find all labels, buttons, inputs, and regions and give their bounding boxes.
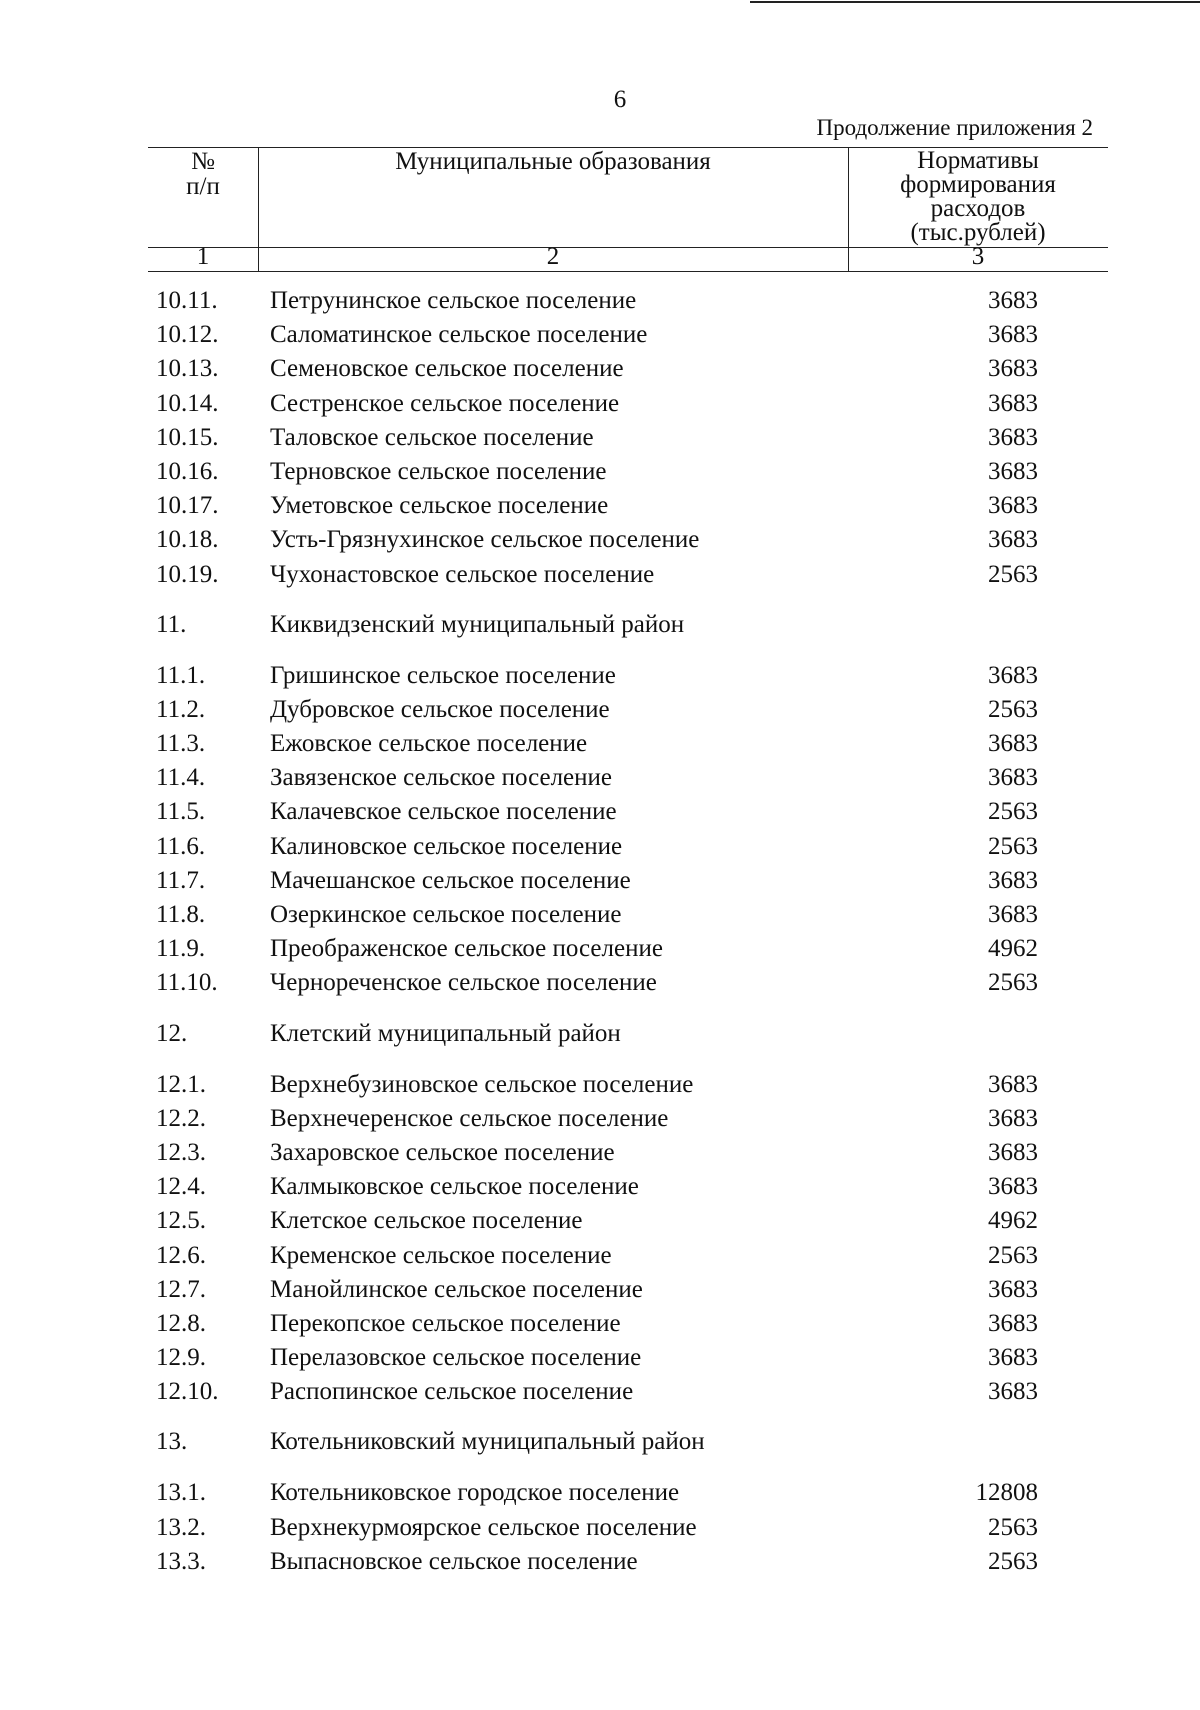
table-row <box>148 320 1108 354</box>
municipality-name: Калиновское сельское поселение <box>270 832 623 860</box>
norm-value: 4962 <box>988 1207 1038 1235</box>
row-number: 12.1. <box>156 1070 206 1098</box>
norm-value: 3683 <box>988 355 1038 383</box>
table-row <box>148 389 1108 423</box>
municipality-name: Уметовское сельское поселение <box>270 492 609 520</box>
municipality-name: Дубровское сельское поселение <box>270 695 610 723</box>
table-row <box>148 1070 1108 1104</box>
district-row <box>148 606 1108 661</box>
row-number: 11.2. <box>156 695 206 723</box>
municipality-name: Кременское сельское поселение <box>270 1241 612 1269</box>
row-number: 13.2. <box>156 1513 206 1541</box>
municipality-name: Захаровское сельское поселение <box>270 1138 615 1166</box>
table-row <box>148 1206 1108 1240</box>
row-number: 12.2. <box>156 1104 206 1132</box>
municipality-name: Семеновское сельское поселение <box>270 355 624 383</box>
table-row <box>148 560 1108 594</box>
norm-value: 3683 <box>988 1104 1038 1132</box>
appendix-continuation-label: Продолжение приложения 2 <box>816 115 1093 140</box>
table-row <box>148 1104 1108 1138</box>
municipality-name: Манойлинское сельское поселение <box>270 1275 643 1303</box>
row-number: 11.7. <box>156 866 206 894</box>
norm-value: 3683 <box>988 730 1038 758</box>
municipality-name: Распопинское сельское поселение <box>270 1378 634 1406</box>
table-row <box>148 763 1108 797</box>
row-number: 12.8. <box>156 1309 206 1337</box>
norm-value: 3683 <box>988 389 1038 417</box>
row-number: 12.9. <box>156 1344 206 1372</box>
norm-value: 3683 <box>988 321 1038 349</box>
norm-value: 3683 <box>988 1275 1038 1303</box>
municipality-name: Верхнечеренское сельское поселение <box>270 1104 669 1132</box>
row-number: 11.5. <box>156 798 206 826</box>
district-name: Котельниковский муниципальный район <box>270 1428 705 1456</box>
municipality-name: Перелазовское сельское поселение <box>270 1344 642 1372</box>
table-row <box>148 1172 1108 1206</box>
row-number: 11.8. <box>156 901 206 928</box>
row-number: 10.17. <box>156 492 219 520</box>
municipality-name: Выпасновское сельское поселение <box>270 1547 638 1575</box>
norm-value: 3683 <box>988 764 1038 792</box>
table-row <box>148 832 1108 866</box>
district-row <box>148 1015 1108 1070</box>
norm-value: 2563 <box>988 560 1038 588</box>
row-number: 11.9. <box>156 935 206 963</box>
norm-value: 3683 <box>988 866 1038 894</box>
table-row <box>148 491 1108 525</box>
table-row <box>148 729 1108 763</box>
table-row <box>148 695 1108 729</box>
norm-value: 3683 <box>988 1378 1038 1406</box>
row-number: 13. <box>156 1428 188 1456</box>
municipality-name: Преображенское сельское поселение <box>270 935 663 963</box>
row-number: 12.6. <box>156 1241 206 1269</box>
table-header <box>148 147 1108 273</box>
row-number: 12.7. <box>156 1275 206 1303</box>
municipality-name: Верхнекурмоярское сельское поселение <box>270 1513 697 1541</box>
municipality-name: Ежовское сельское поселение <box>270 730 588 758</box>
municipality-name: Петрунинское сельское поселение <box>270 287 637 314</box>
row-number: 10.12. <box>156 321 219 349</box>
norm-value: 2563 <box>988 695 1038 723</box>
row-number: 11.6. <box>156 832 206 860</box>
table-row <box>148 1513 1108 1547</box>
table-row <box>148 1547 1108 1581</box>
table-row <box>148 1138 1108 1172</box>
header-col-norms: Нормативы формирования расходов (тыс.рублей) <box>900 147 1056 246</box>
norm-value: 2563 <box>988 1241 1038 1269</box>
norm-value: 2563 <box>988 832 1038 860</box>
norm-value: 3683 <box>988 423 1038 451</box>
norm-value: 3683 <box>988 661 1038 689</box>
norm-value: 2563 <box>988 798 1038 826</box>
norm-value: 3683 <box>988 1344 1038 1372</box>
table-row <box>148 1343 1108 1377</box>
municipality-name: Калмыковское сельское поселение <box>270 1173 639 1201</box>
row-number: 13.3. <box>156 1547 206 1575</box>
row-number: 12.10. <box>156 1378 219 1406</box>
header-bottom-rule <box>148 271 1108 272</box>
norm-value: 3683 <box>988 1309 1038 1337</box>
row-number: 11. <box>156 610 187 638</box>
row-number: 12.4. <box>156 1173 206 1201</box>
row-number: 11.1. <box>156 661 206 689</box>
header-num-3: 3 <box>971 243 985 270</box>
municipality-name: Саломатинское сельское поселение <box>270 321 648 349</box>
table-row <box>148 1309 1108 1343</box>
table-row <box>148 968 1108 1002</box>
row-number: 10.11. <box>156 287 218 314</box>
norm-value: 2563 <box>988 1547 1038 1575</box>
header-col-number: № п/п <box>186 148 220 200</box>
municipality-name: Мачешанское сельское поселение <box>270 866 631 894</box>
table-row <box>148 423 1108 457</box>
row-number: 13.1. <box>156 1479 206 1507</box>
municipality-name: Верхнебузиновское сельское поселение <box>270 1070 694 1098</box>
municipality-name: Перекопское сельское поселение <box>270 1309 621 1337</box>
scan-edge-line <box>750 1 1200 3</box>
norm-value: 3683 <box>988 287 1038 314</box>
norm-value: 3683 <box>988 457 1038 485</box>
municipality-name: Сестренское сельское поселение <box>270 389 620 417</box>
table-row <box>148 286 1108 320</box>
norm-value: 3683 <box>988 1070 1038 1098</box>
norm-value: 3683 <box>988 901 1038 928</box>
table-row <box>148 1241 1108 1275</box>
district-name: Клетский муниципальный район <box>270 1019 621 1047</box>
municipality-name: Терновское сельское поселение <box>270 457 607 485</box>
municipality-name: Чернореченское сельское поселение <box>270 969 657 997</box>
header-col-municipality: Муниципальные образования <box>395 148 711 175</box>
row-number: 10.19. <box>156 560 219 588</box>
header-num-2: 2 <box>546 243 560 270</box>
district-row <box>148 1423 1108 1478</box>
district-name: Киквидзенский муниципальный район <box>270 610 685 638</box>
row-number: 12.3. <box>156 1138 206 1166</box>
table-row <box>148 934 1108 968</box>
municipality-name: Гришинское сельское поселение <box>270 661 616 689</box>
norm-value: 3683 <box>988 1173 1038 1201</box>
norm-value: 4962 <box>988 935 1038 963</box>
table-body <box>148 286 1108 1581</box>
table-row <box>148 354 1108 388</box>
norm-value: 2563 <box>988 969 1038 997</box>
table-row <box>148 525 1108 559</box>
norm-value: 3683 <box>988 526 1038 554</box>
municipality-name: Завязенское сельское поселение <box>270 764 612 792</box>
row-number: 10.16. <box>156 457 219 485</box>
row-number: 10.18. <box>156 526 219 554</box>
table-row <box>148 866 1108 900</box>
table-row <box>148 900 1108 934</box>
row-number: 10.14. <box>156 389 219 417</box>
table-row <box>148 797 1108 831</box>
row-number: 11.3. <box>156 730 206 758</box>
municipality-name: Таловское сельское поселение <box>270 423 594 451</box>
norm-value: 2563 <box>988 1513 1038 1541</box>
row-number: 12. <box>156 1019 188 1047</box>
municipality-name: Усть-Грязнухинское сельское поселение <box>270 526 700 554</box>
header-num-1: 1 <box>196 243 210 270</box>
row-number: 10.13. <box>156 355 219 383</box>
norm-value: 12808 <box>975 1479 1038 1507</box>
municipality-name: Калачевское сельское поселение <box>270 798 617 826</box>
page-number: 6 <box>613 86 627 113</box>
row-number: 12.5. <box>156 1207 206 1235</box>
municipality-name: Озеркинское сельское поселение <box>270 901 622 928</box>
table-row <box>148 457 1108 491</box>
norm-value: 3683 <box>988 492 1038 520</box>
municipality-name: Котельниковское городское поселение <box>270 1479 680 1507</box>
table-row <box>148 661 1108 695</box>
row-number: 11.10. <box>156 969 218 997</box>
table-row <box>148 1478 1108 1512</box>
table-row <box>148 1275 1108 1309</box>
norm-value: 3683 <box>988 1138 1038 1166</box>
municipality-name: Клетское сельское поселение <box>270 1207 583 1235</box>
row-number: 10.15. <box>156 423 219 451</box>
table-row <box>148 1377 1108 1411</box>
row-number: 11.4. <box>156 764 206 792</box>
municipality-name: Чухонастовское сельское поселение <box>270 560 655 588</box>
